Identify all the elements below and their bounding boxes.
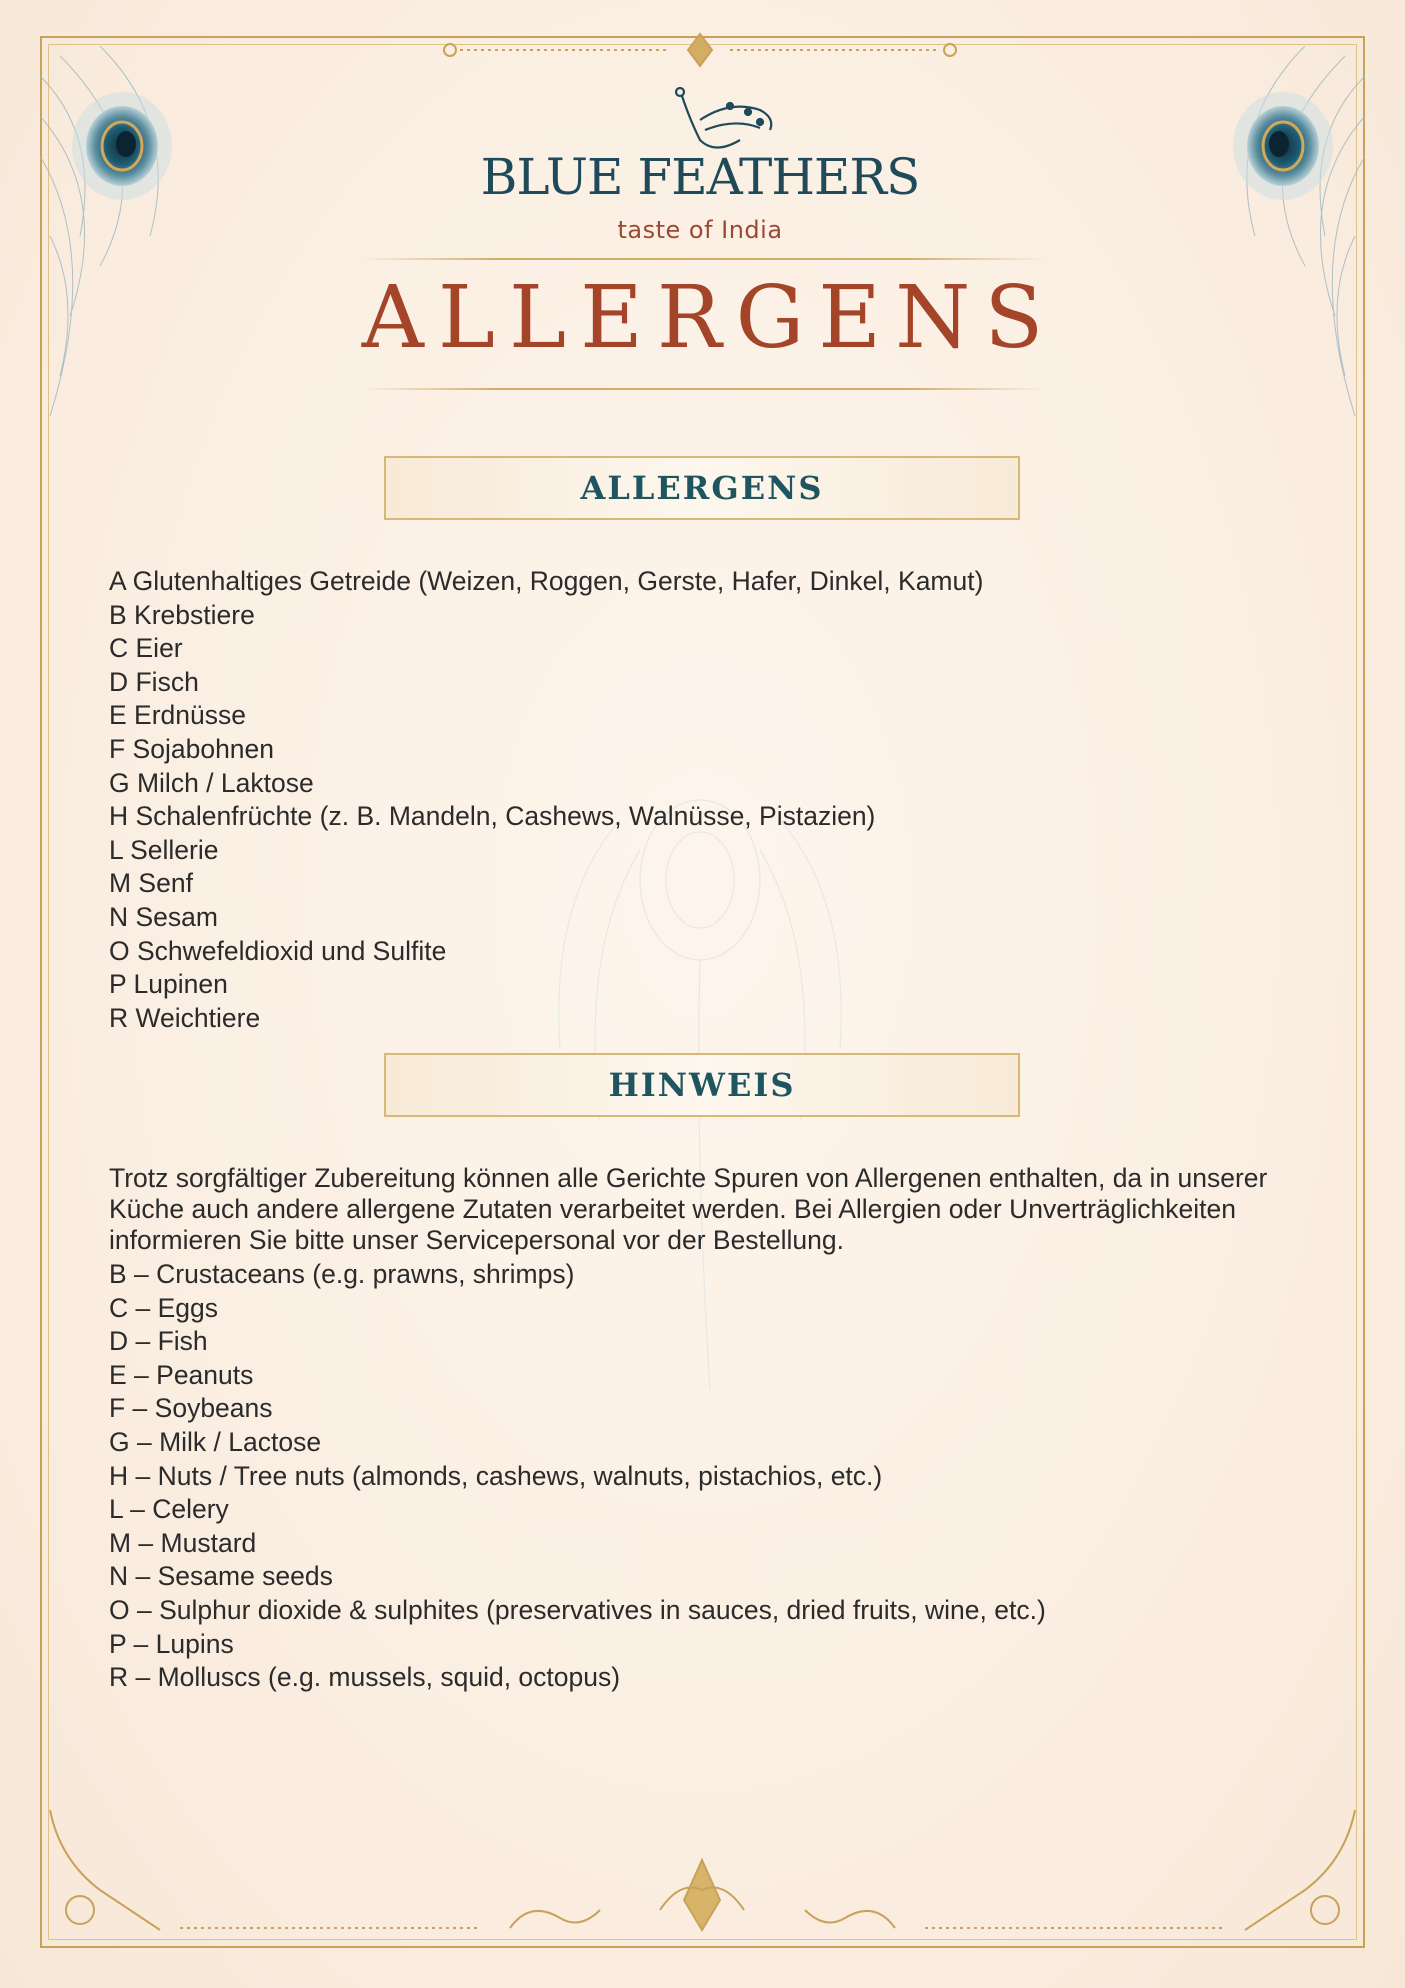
list-item: N – Sesame seeds <box>109 1561 333 1592</box>
list-item: P Lupinen <box>109 969 228 1000</box>
list-item: B Krebstiere <box>109 599 255 630</box>
gold-flourish-icon <box>40 1800 1365 1948</box>
brand-tagline: taste of India <box>617 216 783 244</box>
list-item: L – Celery <box>109 1494 229 1525</box>
notice-paragraph: Trotz sorgfältiger Zubereitung können alle Gerichte Spuren von Allergenen enthalten, da in unserer Küche auch andere allergene Zutaten verarbeitet werden. Bei Allergien oder Unverträglichkeiten informieren Sie bitte unser Servicepersonal vor der Bestellung. <box>109 1163 1268 1255</box>
list-item: D Fisch <box>109 666 199 697</box>
list-item: O – Sulphur dioxide & sulphites (preservatives in sauces, dried fruits, wine, etc.) <box>109 1594 1046 1625</box>
list-item: E – Peanuts <box>109 1359 254 1390</box>
title-rule-top <box>360 258 1045 260</box>
brand-name: BLUE FEATHERS <box>480 148 920 206</box>
allergen-list-de <box>109 565 983 1035</box>
page-title: ALLERGENS <box>361 268 1058 368</box>
list-item: E Erdnüsse <box>109 700 246 731</box>
list-item: H – Nuts / Tree nuts (almonds, cashews, walnuts, pistachios, etc.) <box>109 1460 883 1491</box>
list-item: M – Mustard <box>109 1527 257 1558</box>
list-item: C Eier <box>109 633 183 664</box>
gold-flourish-icon <box>420 30 980 70</box>
list-item: A Glutenhaltiges Getreide (Weizen, Roggen, Gerste, Hafer, Dinkel, Kamut) <box>109 566 984 596</box>
list-item: M Senf <box>109 868 193 899</box>
list-item: P – Lupins <box>109 1628 234 1659</box>
list-item: G Milch / Laktose <box>109 767 314 798</box>
list-item: D – Fish <box>109 1326 208 1357</box>
allergen-list-en <box>109 1258 1046 1695</box>
allergens-heading: ALLERGENS <box>580 469 824 507</box>
list-item: F – Soybeans <box>109 1393 273 1424</box>
notice-heading-box <box>384 1053 1020 1117</box>
peacock-feather-icon <box>40 36 210 436</box>
list-item: R – Molluscs (e.g. mussels, squid, octopus) <box>109 1662 621 1693</box>
list-item: G – Milk / Lactose <box>109 1426 322 1457</box>
list-item: R Weichtiere <box>109 1002 261 1033</box>
list-item: C – Eggs <box>109 1292 219 1323</box>
list-item: N Sesam <box>109 901 218 932</box>
allergens-heading-box <box>384 456 1020 520</box>
peacock-feather-icon <box>1195 36 1365 436</box>
brand-logo <box>480 80 920 250</box>
notice-heading: HINWEIS <box>608 1066 796 1104</box>
list-item: B – Crustaceans (e.g. prawns, shrimps) <box>109 1259 575 1289</box>
list-item: L Sellerie <box>109 834 219 865</box>
title-rule-bottom <box>360 388 1045 390</box>
list-item: O Schwefeldioxid und Sulfite <box>109 935 447 966</box>
list-item: H Schalenfrüchte (z. B. Mandeln, Cashews, Walnüsse, Pistazien) <box>109 801 876 832</box>
list-item: F Sojabohnen <box>109 733 275 764</box>
